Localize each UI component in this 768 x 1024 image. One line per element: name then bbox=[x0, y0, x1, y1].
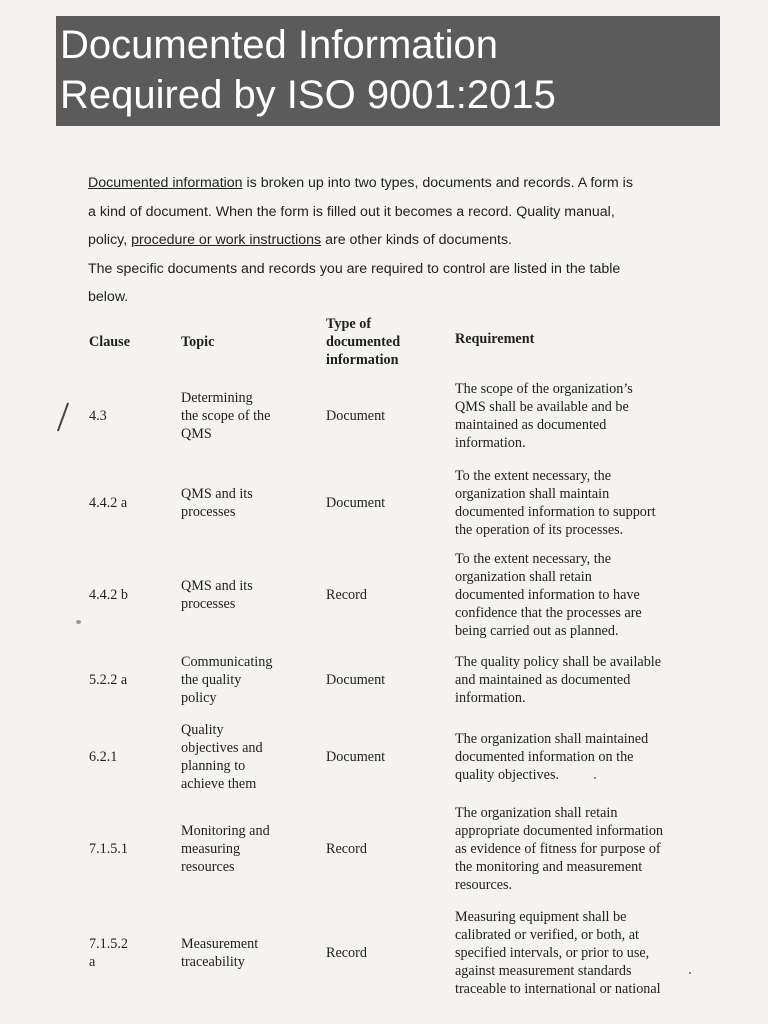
row-topic: policy bbox=[181, 690, 217, 706]
documented-information-link[interactable]: Documented information bbox=[88, 175, 243, 191]
header-topic: Topic bbox=[181, 334, 215, 350]
row-requirement: traceable to international or national bbox=[455, 981, 661, 997]
procedure-link[interactable]: procedure or work instructions bbox=[131, 232, 322, 248]
row-type: Document bbox=[326, 408, 386, 424]
row-requirement: organization shall maintain bbox=[455, 486, 610, 502]
row-requirement: calibrated or verified, or both, at bbox=[455, 927, 639, 943]
row-requirement: Measuring equipment shall be bbox=[455, 909, 627, 925]
row-topic: QMS bbox=[181, 426, 212, 442]
row-topic: the scope of the bbox=[181, 408, 271, 424]
row-requirement: information. bbox=[455, 435, 526, 451]
intro-line-3: policy, procedure or work instructions are other kinds of documents. bbox=[88, 232, 513, 248]
row-requirement: maintained as documented bbox=[455, 417, 607, 433]
header-type: information bbox=[326, 352, 399, 368]
row-topic: resources bbox=[181, 859, 235, 875]
row-requirement: the operation of its processes. bbox=[455, 522, 624, 538]
row-requirement: confidence that the processes are bbox=[455, 605, 642, 621]
title-line-2: Required by ISO 9001:2015 bbox=[60, 73, 556, 117]
row-topic: planning to bbox=[181, 758, 246, 774]
row-requirement: documented information on the bbox=[455, 749, 634, 765]
row-clause: a bbox=[89, 954, 96, 970]
intro-line-2: a kind of document. When the form is filled out it becomes a record. Quality manual, bbox=[88, 203, 615, 220]
intro-line-1: Documented information is broken up into two types, documents and records. A form is bbox=[88, 175, 633, 191]
row-requirement: appropriate documented information bbox=[455, 823, 664, 839]
row-requirement: against measurement standards bbox=[455, 963, 632, 979]
title-line-1: Documented Information bbox=[60, 23, 499, 67]
row-clause: 6.2.1 bbox=[89, 749, 118, 765]
row-topic: Determining bbox=[181, 390, 253, 406]
row-requirement: The quality policy shall be available bbox=[455, 654, 662, 670]
row-requirement: The organization shall retain bbox=[455, 805, 618, 821]
header-requirement: Requirement bbox=[455, 331, 535, 347]
header-type: documented bbox=[326, 334, 401, 350]
scan-speck bbox=[594, 777, 596, 779]
row-type: Document bbox=[326, 749, 386, 765]
row-clause: 7.1.5.2 bbox=[89, 936, 129, 952]
row-requirement: organization shall retain bbox=[455, 569, 592, 585]
row-topic: processes bbox=[181, 596, 236, 612]
row-requirement: the monitoring and measurement bbox=[455, 859, 643, 875]
row-requirement: quality objectives. bbox=[455, 767, 560, 783]
scan-speck bbox=[689, 972, 691, 974]
row-requirement: resources. bbox=[455, 877, 513, 893]
row-topic: achieve them bbox=[181, 776, 257, 792]
scan-speck bbox=[76, 620, 81, 624]
row-requirement: information. bbox=[455, 690, 526, 706]
row-topic: traceability bbox=[181, 954, 245, 970]
row-type: Record bbox=[326, 945, 367, 961]
row-type: Record bbox=[326, 841, 367, 857]
row-clause: 5.2.2 a bbox=[89, 672, 128, 688]
row-topic: processes bbox=[181, 504, 236, 520]
row-requirement: specified intervals, or prior to use, bbox=[455, 945, 650, 961]
row-clause: 4.3 bbox=[89, 408, 107, 424]
row-type: Document bbox=[326, 672, 386, 688]
row-requirement: documented information to have bbox=[455, 587, 640, 603]
row-clause: 4.4.2 b bbox=[89, 587, 129, 603]
row-topic: QMS and its bbox=[181, 578, 253, 594]
header-clause: Clause bbox=[89, 334, 130, 350]
row-requirement: being carried out as planned. bbox=[455, 623, 619, 639]
row-requirement: The scope of the organization’s bbox=[455, 381, 633, 397]
row-topic: objectives and bbox=[181, 740, 263, 756]
row-topic: Measurement bbox=[181, 936, 259, 952]
intro-line-5: below. bbox=[88, 289, 129, 305]
header-type: Type of bbox=[326, 316, 372, 332]
row-type: Record bbox=[326, 587, 367, 603]
row-requirement: as evidence of fitness for purpose of bbox=[455, 841, 661, 857]
row-topic: the quality bbox=[181, 672, 242, 688]
intro-line-4: The specific documents and records you are required to control are listed in the table bbox=[88, 260, 621, 277]
row-topic: QMS and its bbox=[181, 486, 253, 502]
row-requirement: The organization shall maintained bbox=[455, 731, 649, 747]
row-requirement: To the extent necessary, the bbox=[455, 551, 612, 567]
row-requirement: QMS shall be available and be bbox=[455, 399, 629, 415]
row-clause: 7.1.5.1 bbox=[89, 841, 129, 857]
row-topic: Monitoring and bbox=[181, 823, 270, 839]
row-requirement: documented information to support bbox=[455, 504, 656, 520]
row-type: Document bbox=[326, 495, 386, 511]
row-requirement: and maintained as documented bbox=[455, 672, 631, 688]
row-clause: 4.4.2 a bbox=[89, 495, 128, 511]
row-topic: measuring bbox=[181, 841, 241, 857]
row-requirement: To the extent necessary, the bbox=[455, 468, 612, 484]
row-topic: Quality bbox=[181, 722, 224, 738]
row-topic: Communicating bbox=[181, 654, 273, 670]
